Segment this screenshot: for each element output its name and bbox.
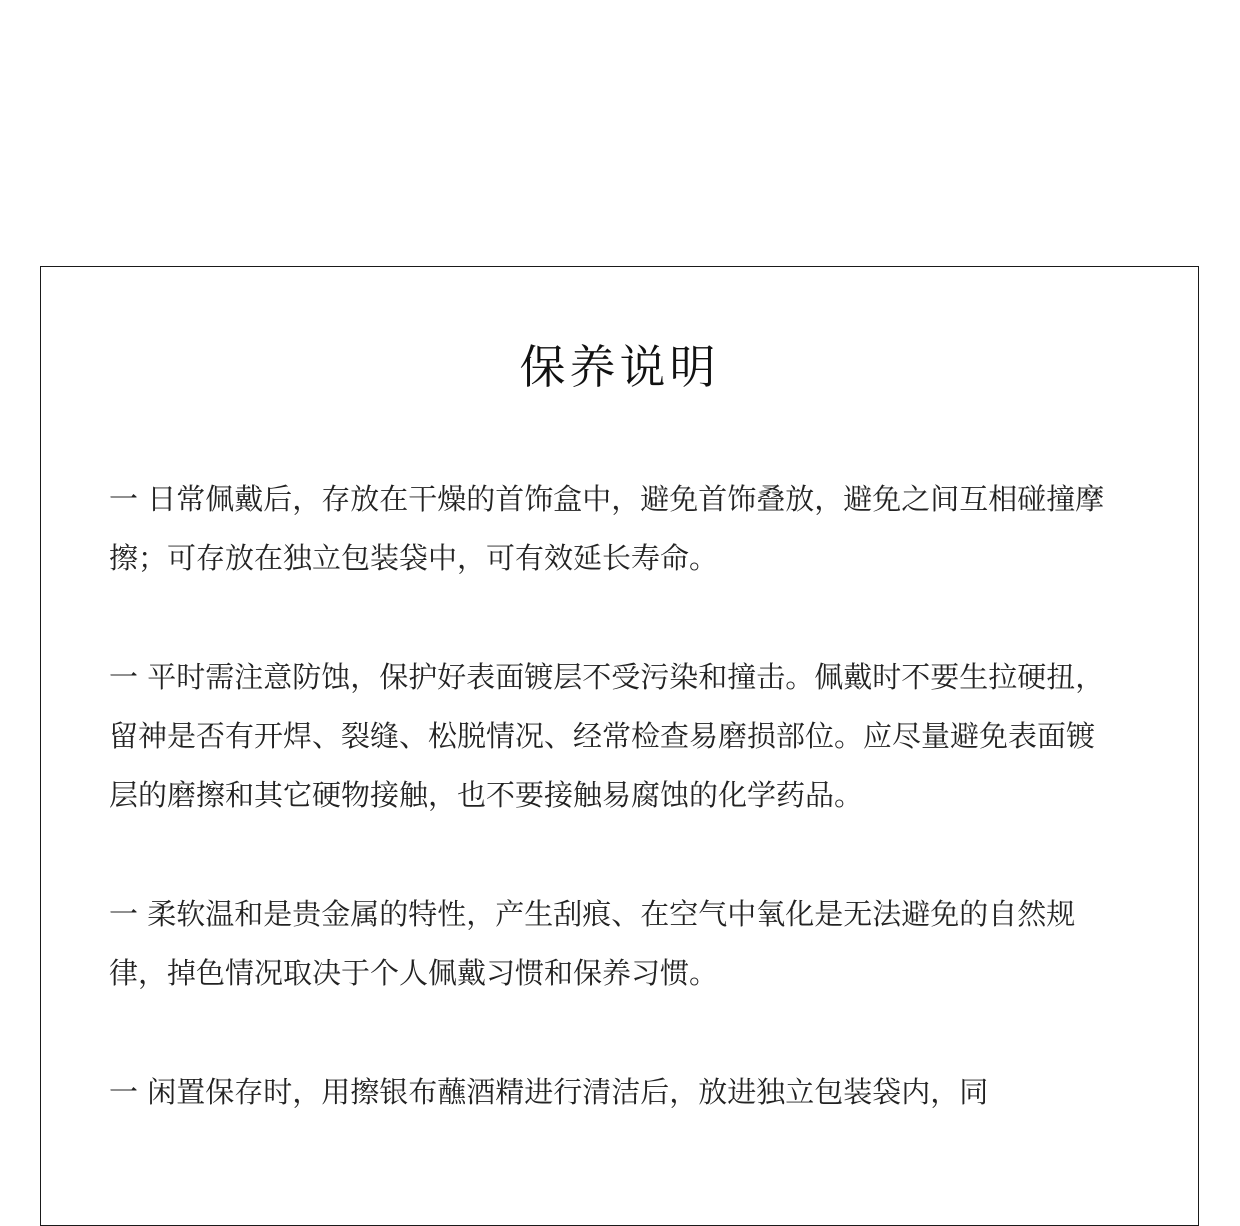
page-title: 保养说明 — [519, 340, 720, 394]
list-item: 一 柔软温和是贵金属的特性，产生刮痕、在空气中氧化是无法避免的自然规律，掉色情况取决于个人佩戴习惯和保养习惯。 — [109, 897, 1076, 990]
list-item: 一 闲置保存时，用擦银布蘸酒精进行清洁后，放进独立包装袋内，同 — [109, 1075, 989, 1109]
list-item: 一 平时需注意防蚀，保护好表面镀层不受污染和撞击。佩戴时不要生拉硬扭，留神是否有开焊、裂缝、松脱情况、经常检查易磨损部位。应尽量避免表面镀层的磨擦和其它硬物接触，也不要接触易腐蚀的化学药品。 — [109, 660, 1105, 812]
care-instructions-panel — [40, 266, 1199, 1226]
list-item: 一 日常佩戴后，存放在干燥的首饰盒中，避免首饰叠放，避免之间互相碰撞摩擦；可存放在独立包装袋中，可有效延长寿命。 — [109, 482, 1105, 575]
care-instructions-list — [109, 470, 1119, 1182]
